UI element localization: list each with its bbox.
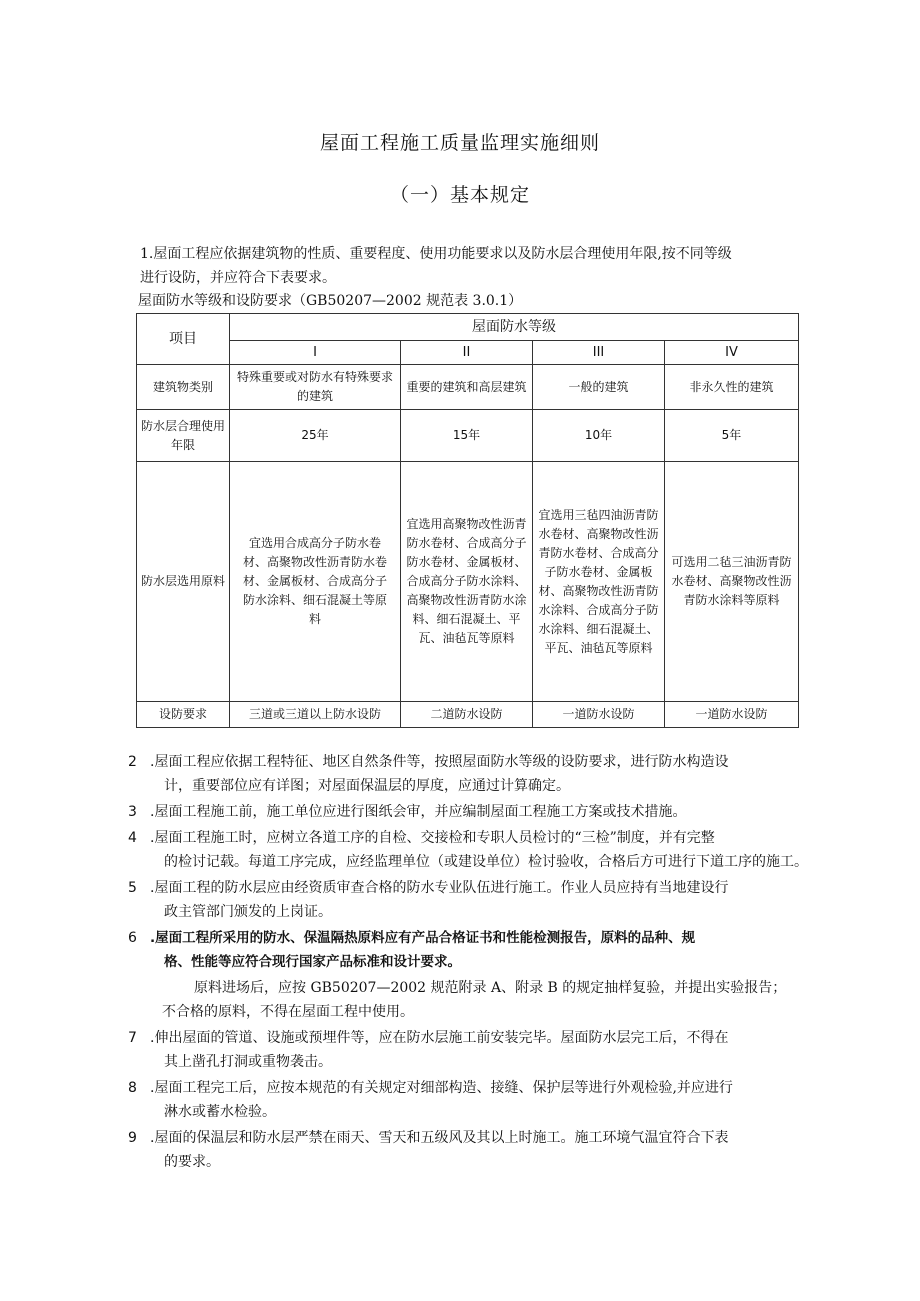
item-text-cont: 计，重要部位应有详图；对屋面保温层的厚度，应通过计算确定。 bbox=[164, 778, 570, 794]
item-text-cont: 其上凿孔打洞或重物袭击。 bbox=[164, 1054, 332, 1070]
list-item bbox=[124, 1126, 824, 1174]
list-item bbox=[124, 926, 824, 974]
item-text: .屋面工程的防水层应由经资质审查合格的防水专业队伍进行施工。作业人员应持有当地建设行 bbox=[150, 880, 729, 896]
item-text-cont: 淋水或蓄水检验。 bbox=[164, 1104, 276, 1120]
list-item bbox=[124, 750, 824, 798]
table-cell: 25年 bbox=[230, 410, 401, 462]
table-cell: 5年 bbox=[665, 410, 799, 462]
item-6-note bbox=[124, 976, 824, 1024]
table-cell: 一道防水设防 bbox=[533, 702, 665, 728]
item-number: 7 bbox=[128, 1030, 137, 1046]
item-text: .屋面工程施工时，应树立各道工序的自检、交接检和专职人员检讨的“三检”制度，并有完整 bbox=[150, 830, 715, 846]
section-heading: （一）基本规定 bbox=[389, 184, 530, 206]
list-item bbox=[124, 800, 824, 824]
table-cell: 15年 bbox=[401, 410, 533, 462]
table-cell: 10年 bbox=[533, 410, 665, 462]
grade-2: II bbox=[401, 341, 533, 365]
header-item: 项目 bbox=[137, 314, 230, 365]
table-cell: 特殊重要或对防水有特殊要求的建筑 bbox=[230, 365, 401, 410]
list-item bbox=[124, 1026, 824, 1074]
item-text-cont: 的检讨记载。每道工序完成，应经监理单位（或建设单位）检讨验收，合格后方可进行下道工序的施工。 bbox=[164, 854, 808, 870]
item-text: .屋面工程完工后，应按本规范的有关规定对细部构造、接缝、保护层等进行外观检验,并应进行 bbox=[150, 1080, 733, 1096]
list-item bbox=[124, 876, 824, 924]
table-cell: 一般的建筑 bbox=[533, 365, 665, 410]
grade-3: III bbox=[533, 341, 665, 365]
table-cell: 三道或三道以上防水设防 bbox=[230, 702, 401, 728]
table-cell: 宜选用合成高分子防水卷材、高聚物改性沥青防水卷材、金属板材、合成高分子防水涂料、细石混凝土等原料 bbox=[230, 462, 401, 702]
list-item bbox=[124, 1076, 824, 1124]
item-text: .屋面工程所采用的防水、保温隔热原料应有产品合格证书和性能检测报告，原料的品种、规 bbox=[150, 930, 696, 946]
item-text-cont: 格、性能等应符合现行国家产品标准和设计要求。 bbox=[164, 954, 461, 970]
row-label-service-life: 防水层合理使用年限 bbox=[137, 410, 230, 462]
item-text: .屋面工程应依据工程特征、地区自然条件等，按照屋面防水等级的设防要求，进行防水构造设 bbox=[150, 754, 729, 770]
row-label-building-category: 建筑物类别 bbox=[137, 365, 230, 410]
paragraph-1-line-1: 1.屋面工程应依据建筑物的性质、重要程度、使用功能要求以及防水层合理使用年限,按不同等级 bbox=[140, 246, 732, 262]
item-number: 4 bbox=[128, 830, 137, 846]
item-text-cont: 的要求。 bbox=[164, 1154, 220, 1170]
paragraph-1-line-2: 进行设防，并应符合下表要求。 bbox=[140, 270, 336, 286]
paragraph-1 bbox=[140, 242, 820, 290]
item-text-cont: 政主管部门颁发的上岗证。 bbox=[164, 904, 332, 920]
item-number: 6 bbox=[128, 930, 137, 946]
note-line-1: 原料进场后，应按 GB50207—2002 规范附录 A、附录 B 的规定抽样复验，并提出实验报告； bbox=[194, 980, 787, 996]
item-number: 8 bbox=[128, 1080, 137, 1096]
item-text: .屋面工程施工前，施工单位应进行图纸会审，并应编制屋面工程施工方案或技术措施。 bbox=[150, 804, 687, 820]
row-label-fortification: 设防要求 bbox=[137, 702, 230, 728]
table-cell: 一道防水设防 bbox=[665, 702, 799, 728]
grade-4: IV bbox=[665, 341, 799, 365]
item-text: .伸出屋面的管道、设施或预埋件等，应在防水层施工前安装完毕。屋面防水层完工后，不得在 bbox=[150, 1030, 729, 1046]
waterproof-grade-table bbox=[136, 313, 799, 728]
row-label-materials: 防水层选用原料 bbox=[137, 462, 230, 702]
item-number: 5 bbox=[128, 880, 137, 896]
table-cell: 宜选用三毡四油沥青防水卷材、高聚物改性沥青防水卷材、合成高分子防水卷材、金属板材、高聚物改性沥青防水涂料、合成高分子防水涂料、细石混凝土、平瓦、油毡瓦等原料 bbox=[533, 462, 665, 702]
grade-1: I bbox=[230, 341, 401, 365]
table-cell: 二道防水设防 bbox=[401, 702, 533, 728]
note-line-2: 不合格的原料，不得在屋面工程中使用。 bbox=[162, 1004, 414, 1020]
table-cell: 非永久性的建筑 bbox=[665, 365, 799, 410]
item-number: 3 bbox=[128, 804, 137, 820]
item-number: 9 bbox=[128, 1130, 137, 1146]
table-cell: 重要的建筑和高层建筑 bbox=[401, 365, 533, 410]
item-number: 2 bbox=[128, 754, 137, 770]
item-text: .屋面的保温层和防水层严禁在雨天、雪天和五级风及其以上时施工。施工环境气温宜符合下表 bbox=[150, 1130, 729, 1146]
list-item bbox=[124, 826, 824, 874]
rules-list bbox=[124, 750, 824, 1176]
page-title: 屋面工程施工质量监理实施细则 bbox=[319, 132, 600, 154]
table-caption: 屋面防水等级和设防要求（GB50207—2002 规范表 3.0.1） bbox=[138, 293, 523, 309]
table-cell: 可选用二毡三油沥青防水卷材、高聚物改性沥青防水涂料等原料 bbox=[665, 462, 799, 702]
table-cell: 宜选用高聚物改性沥青防水卷材、合成高分子防水卷材、金属板材、合成高分子防水涂料、高聚物改性沥青防水涂料、细石混凝土、平瓦、油毡瓦等原料 bbox=[401, 462, 533, 702]
header-grade: 屋面防水等级 bbox=[230, 314, 799, 341]
